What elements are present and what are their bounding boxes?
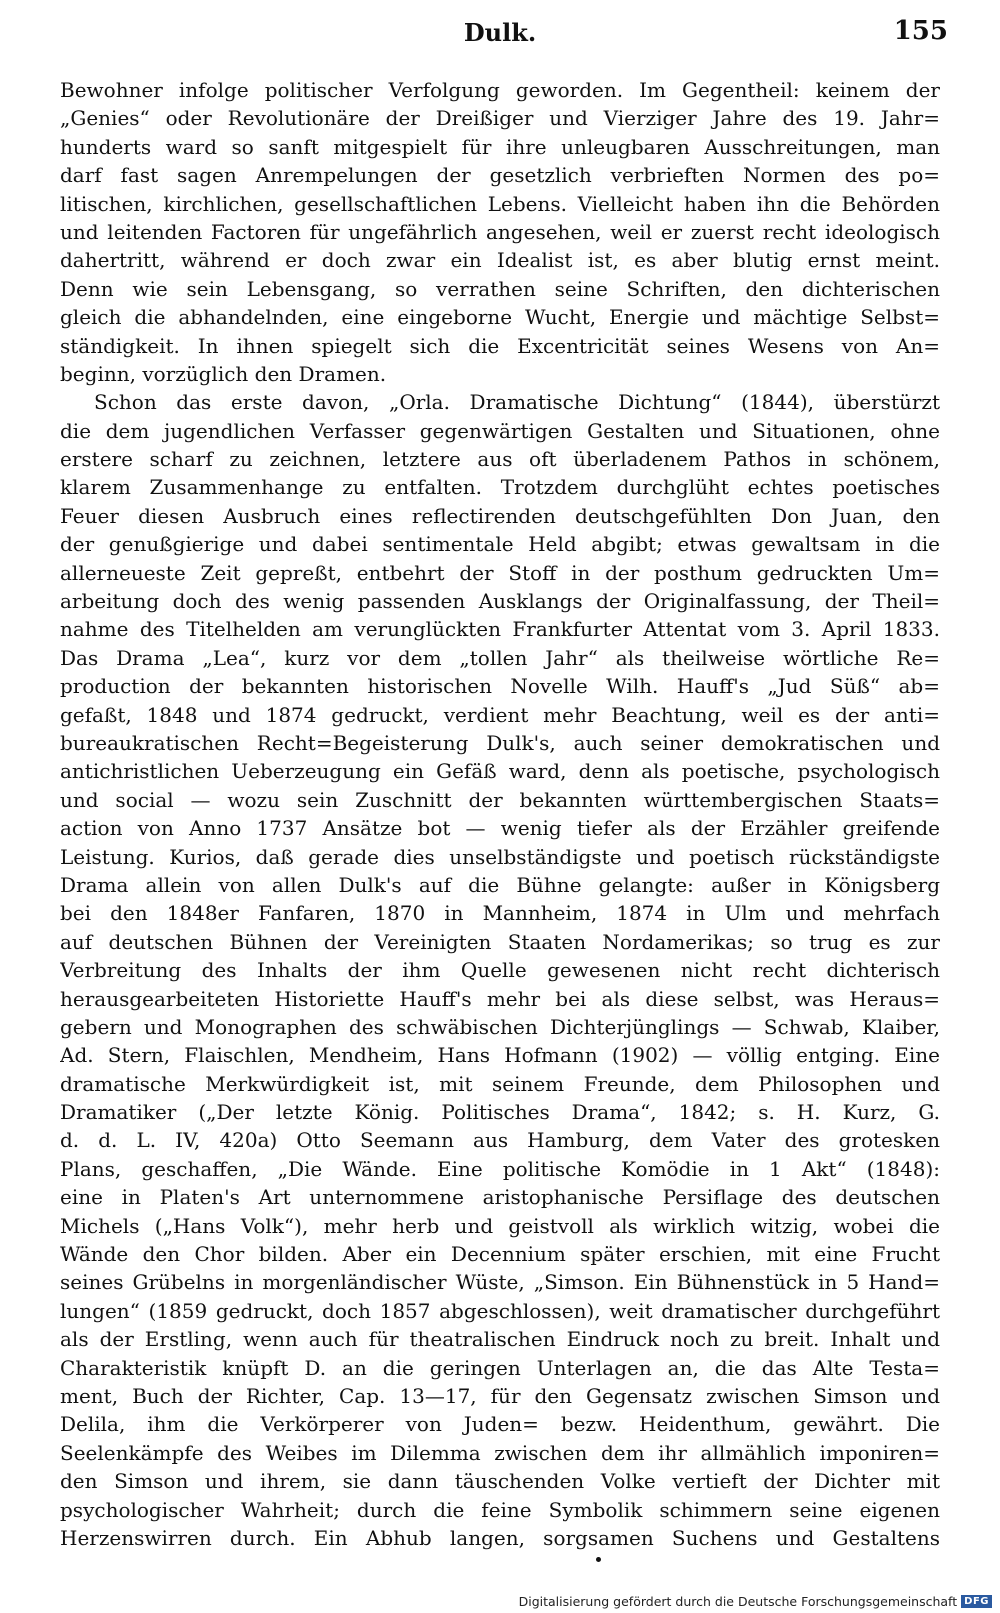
text-line: litischen, kirchlichen, gesellschaftlichen Lebens. Vielleicht haben ihn die Behörden — [60, 191, 940, 216]
text-line: Seelenkämpfe des Weibes im Dilemma zwischen dem ihr allmählich imponiren= — [60, 1440, 940, 1465]
text-line: auf deutschen Bühnen der Vereinigten Staaten Nordamerikas; so trug es zur — [60, 929, 940, 954]
text-line: gebern und Monographen des schwäbischen Dichterjünglings — Schwab, Klaiber, — [60, 1014, 940, 1039]
text-line: seines Grübelns in morgenländischer Wüste, „Simson. Ein Bühnenstück in 5 Hand= — [60, 1270, 940, 1295]
text-line: action von Anno 1737 Ansätze bot — wenig tiefer als der Erzähler greifende — [60, 816, 940, 841]
text-line: Delila, ihm die Verkörperer von Juden= bezw. Heidenthum, gewährt. Die — [60, 1412, 940, 1437]
text-line: Feuer diesen Ausbruch eines reflectirenden deutschgefühlten Don Juan, den — [60, 503, 940, 528]
text-line: Denn wie sein Lebensgang, so verrathen seine Schriften, den dichterischen — [60, 276, 940, 301]
text-line: lungen“ (1859 gedruckt, doch 1857 abgeschlossen), weit dramatischer durchgeführt — [60, 1298, 940, 1323]
dfg-logo-icon: DFG — [961, 1595, 992, 1608]
text-line: den Simson und ihrem, sie dann täuschenden Volke vertieft der Dichter mit — [60, 1469, 940, 1494]
text-line: allerneueste Zeit gepreßt, entbehrt der Stoff in der posthum gedruckten Um= — [60, 560, 940, 585]
text-line: Verbreitung des Inhalts der ihm Quelle gewesenen nicht recht dichterisch — [60, 958, 940, 983]
text-line: als der Erstling, wenn auch für theatralischen Eindruck noch zu breit. Inhalt und — [60, 1327, 940, 1352]
text-line: der genußgierige und dabei sentimentale Held abgibt; etwas gewaltsam in die — [60, 532, 940, 557]
text-line: Wände den Chor bilden. Aber ein Decennium später erschien, mit eine Frucht — [60, 1242, 940, 1267]
text-line: dramatische Merkwürdigkeit ist, mit seinem Freunde, dem Philosophen und — [60, 1071, 940, 1096]
text-line: klarem Zusammenhange zu entfalten. Trotzdem durchglüht echtes poetisches — [60, 475, 940, 500]
text-line: ständigkeit. In ihnen spiegelt sich die Excentricität seines Wesens von An= — [60, 333, 940, 358]
text-line: hunderts ward so sanft mitgespielt für ihre unleugbaren Ausschreitungen, man — [60, 134, 940, 159]
text-line: bei den 1848er Fanfaren, 1870 in Mannheim, 1874 in Ulm und mehrfach — [60, 901, 940, 926]
running-title: Dulk. — [463, 18, 537, 47]
text-line: erstere scharf zu zeichnen, letztere aus oft überladenem Pathos in schönem, — [60, 447, 940, 472]
text-line: Bewohner infolge politischer Verfolgung geworden. Im Gegentheil: keinem der — [60, 78, 940, 102]
text-line: production der bekannten historischen Novelle Wilh. Hauff's „Jud Süß“ ab= — [60, 674, 940, 699]
text-line: arbeitung doch des wenig passenden Ausklangs der Originalfassung, der Theil= — [60, 589, 940, 614]
text-line: d. d. L. IV, 420a) Otto Seemann aus Hamburg, dem Vater des grotesken — [60, 1128, 940, 1153]
text-line: Leistung. Kurios, daß gerade dies unselbständigste und poetisch rückständigste — [60, 844, 940, 869]
text-line: nahme des Titelhelden am verunglückten Frankfurter Attentat vom 3. April 1833. — [60, 617, 940, 642]
text-line: Michels („Hans Volk“), mehr herb und geistvoll als wirklich witzig, wobei die — [60, 1213, 940, 1238]
text-line: und social — wozu sein Zuschnitt der bekannten württembergischen Staats= — [60, 787, 940, 812]
text-line: bureaukratischen Recht=Begeisterung Dulk's, auch seiner demokratischen und — [60, 730, 940, 755]
text-line: beginn, vorzüglich den Dramen. — [60, 361, 387, 386]
text-line: antichristlichen Ueberzeugung ein Gefäß ward, denn als poetische, psychologisch — [60, 759, 940, 784]
text-line: gefaßt, 1848 und 1874 gedruckt, verdient mehr Beachtung, weil es der anti= — [60, 702, 940, 727]
text-line: Charakteristik knüpft D. an die geringen Unterlagen an, die das Alte Testa= — [60, 1355, 940, 1380]
text-line: Das Drama „Lea“, kurz vor dem „tollen Jahr“ als theilweise wörtliche Re= — [60, 645, 940, 670]
text-line: die dem jugendlichen Verfasser gegenwärtigen Gestalten und Situationen, ohne — [60, 418, 940, 443]
text-line: eine in Platen's Art unternommene aristophanische Persiflage des deutschen — [60, 1185, 940, 1210]
text-line: Ad. Stern, Flaischlen, Mendheim, Hans Hofmann (1902) — völlig entging. Eine — [60, 1043, 940, 1068]
footer-dot — [596, 1557, 601, 1562]
body-text — [60, 76, 940, 1552]
page-number: 155 — [893, 16, 948, 46]
text-line: darf fast sagen Anrempelungen der gesetzlich verbrieften Normen des po= — [60, 163, 940, 188]
text-line: Schon das erste davon, „Orla. Dramatische Dichtung“ (1844), überstürzt — [94, 390, 940, 415]
text-line: Dramatiker („Der letzte König. Politisches Drama“, 1842; s. H. Kurz, G. — [60, 1100, 940, 1125]
text-line: psychologischer Wahrheit; durch die feine Symbolik schimmern seine eigenen — [60, 1497, 940, 1522]
text-line: gleich die abhandelnden, eine eingeborne Wucht, Energie und mächtige Selbst= — [60, 305, 940, 330]
text-line: Plans, geschaffen, „Die Wände. Eine politische Komödie in 1 Akt“ (1848): — [60, 1156, 940, 1181]
funding-credit: Digitalisierung gefördert durch die Deutsche Forschungsgemeinschaft — [518, 1593, 958, 1609]
digitization-footer — [519, 1592, 992, 1610]
text-line: ment, Buch der Richter, Cap. 13—17, für den Gegensatz zwischen Simson und — [60, 1383, 940, 1408]
text-line: herausgearbeiteten Historiette Hauff's mehr bei als diese selbst, was Heraus= — [60, 986, 940, 1011]
text-line: „Genies“ oder Revolutionäre der Dreißiger und Vierziger Jahre des 19. Jahr= — [60, 106, 940, 131]
text-line: Drama allein von allen Dulk's auf die Bühne gelangte: außer in Königsberg — [60, 872, 940, 897]
text-line: und leitenden Factoren für ungefährlich angesehen, weil er zuerst recht ideologisch — [60, 219, 940, 244]
text-line: dahertritt, während er doch zwar ein Idealist ist, es aber blutig ernst meint. — [60, 248, 940, 273]
text-line: Herzenswirren durch. Ein Abhub langen, sorgsamen Suchens und Gestaltens — [60, 1525, 940, 1550]
